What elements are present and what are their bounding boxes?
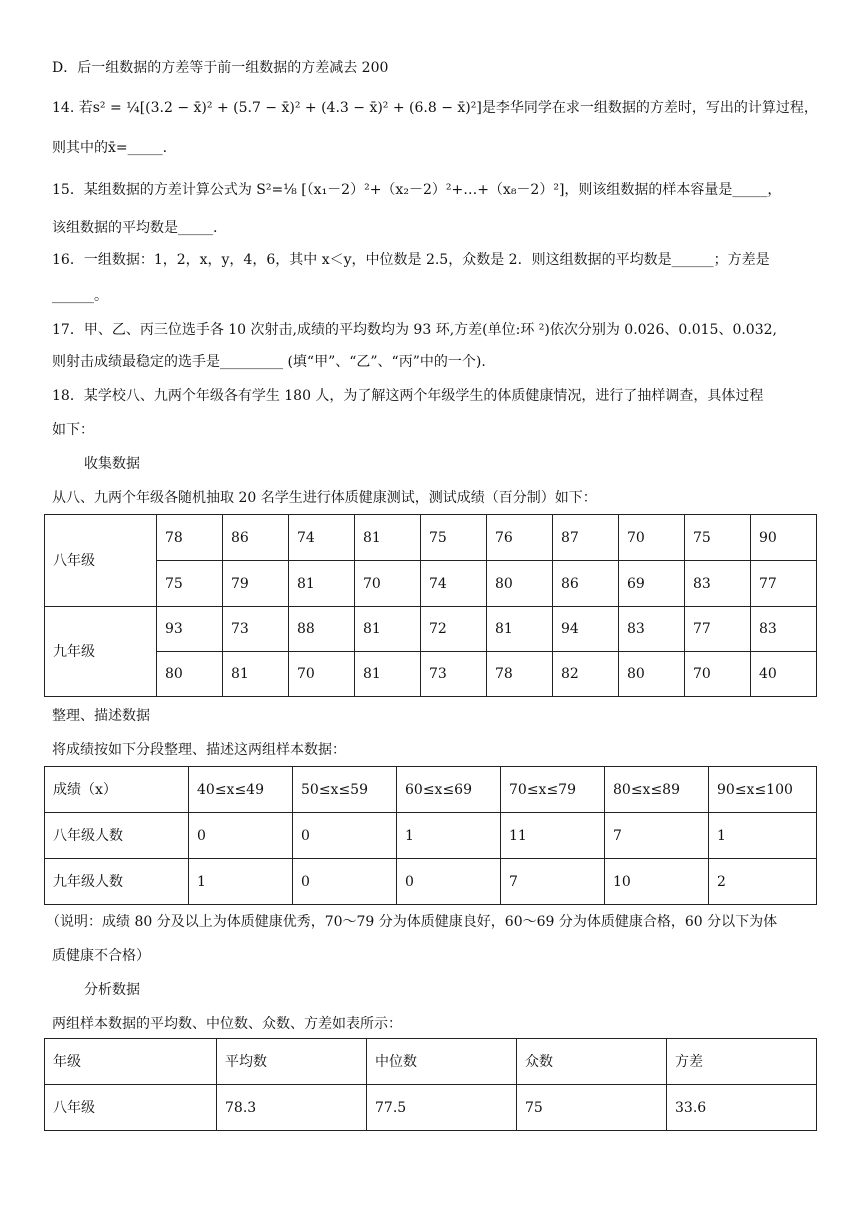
table-header-row — [45, 767, 817, 813]
header-cell: 成绩（x） — [45, 767, 189, 813]
count-cell: 0 — [189, 813, 293, 859]
count-cell: 7 — [501, 859, 605, 905]
analyze-description: 两组样本数据的平均数、中位数、众数、方差如表所示： — [52, 1016, 402, 1032]
scores-table — [44, 514, 817, 697]
score-cell: 86 — [223, 515, 289, 561]
score-cell: 81 — [355, 515, 421, 561]
score-cell: 87 — [553, 515, 619, 561]
count-cell: 1 — [189, 859, 293, 905]
score-cell: 81 — [355, 652, 421, 697]
table-row — [45, 813, 817, 859]
score-cell: 74 — [289, 515, 355, 561]
score-cell: 75 — [685, 515, 751, 561]
q18-line-1: 18．某学校八、九两个年级各有学生 180 人，为了解这两个年级学生的体质健康情况，进行了抽样调查，具体过程 — [52, 388, 764, 404]
header-cell: 方差 — [667, 1039, 817, 1085]
count-cell: 7 — [605, 813, 709, 859]
header-cell: 年级 — [45, 1039, 217, 1085]
score-cell: 81 — [487, 607, 553, 652]
score-cell: 73 — [223, 607, 289, 652]
q17-line-1: 17．甲、乙、丙三位选手各 10 次射击,成绩的平均数均为 93 环,方差(单位:环 ²)依次分别为 0.026、0.015、0.032, — [52, 322, 777, 338]
score-cell: 78 — [157, 515, 223, 561]
score-cell: 83 — [751, 607, 817, 652]
count-cell: 0 — [293, 813, 397, 859]
header-cell: 90≤x≤100 — [709, 767, 817, 813]
stat-cell: 77.5 — [367, 1085, 517, 1131]
score-cell: 81 — [223, 652, 289, 697]
score-cell: 83 — [619, 607, 685, 652]
score-cell: 76 — [487, 515, 553, 561]
frequency-table — [44, 766, 817, 905]
score-cell: 77 — [685, 607, 751, 652]
score-cell: 83 — [685, 561, 751, 607]
score-cell: 74 — [421, 561, 487, 607]
header-cell: 80≤x≤89 — [605, 767, 709, 813]
q18-line-2: 如下： — [52, 422, 94, 438]
score-cell: 73 — [421, 652, 487, 697]
grade9-label: 九年级 — [45, 607, 157, 697]
header-cell: 70≤x≤79 — [501, 767, 605, 813]
table-row — [45, 607, 817, 652]
count-cell: 10 — [605, 859, 709, 905]
header-cell: 60≤x≤69 — [397, 767, 501, 813]
statistics-table — [44, 1038, 817, 1131]
score-cell: 82 — [553, 652, 619, 697]
count-cell: 2 — [709, 859, 817, 905]
collect-description: 从八、九两个年级各随机抽取 20 名学生进行体质健康测试，测试成绩（百分制）如下： — [52, 490, 597, 506]
header-cell: 50≤x≤59 — [293, 767, 397, 813]
q14-line-2: 则其中的x̄=_____. — [52, 140, 168, 156]
count-cell: 1 — [397, 813, 501, 859]
count-cell: 11 — [501, 813, 605, 859]
score-cell: 81 — [289, 561, 355, 607]
score-cell: 78 — [487, 652, 553, 697]
score-cell: 81 — [355, 607, 421, 652]
score-cell: 75 — [157, 561, 223, 607]
q16-line-1: 16．一组数据：1，2，x，y，4，6，其中 x＜y，中位数是 2.5，众数是 2．则这组数据的平均数是______；方差是 — [52, 252, 770, 268]
table-row — [45, 1085, 817, 1131]
analyze-heading: 分析数据 — [84, 982, 140, 998]
table-row — [45, 515, 817, 561]
q17-line-2: 则射击成绩最稳定的选手是_________ (填“甲”、“乙”、“丙”中的一个). — [52, 354, 486, 370]
score-cell: 80 — [487, 561, 553, 607]
count-cell: 0 — [293, 859, 397, 905]
row-label: 九年级人数 — [45, 859, 189, 905]
score-cell: 40 — [751, 652, 817, 697]
score-cell: 94 — [553, 607, 619, 652]
q15-line-2: 该组数据的平均数是_____. — [52, 220, 218, 236]
score-cell: 86 — [553, 561, 619, 607]
stat-cell: 33.6 — [667, 1085, 817, 1131]
score-cell: 90 — [751, 515, 817, 561]
stat-cell: 75 — [517, 1085, 667, 1131]
table-row — [45, 859, 817, 905]
header-cell: 众数 — [517, 1039, 667, 1085]
score-cell: 75 — [421, 515, 487, 561]
count-cell: 1 — [709, 813, 817, 859]
table-row — [45, 561, 817, 607]
header-cell: 中位数 — [367, 1039, 517, 1085]
header-cell: 40≤x≤49 — [189, 767, 293, 813]
organize-description: 将成绩按如下分段整理、描述这两组样本数据： — [52, 742, 346, 758]
score-cell: 70 — [619, 515, 685, 561]
score-cell: 70 — [685, 652, 751, 697]
organize-heading: 整理、描述数据 — [52, 708, 150, 724]
note-line-1: （说明：成绩 80 分及以上为体质健康优秀，70～79 分为体质健康良好，60～69 分为体质健康合格，60 分以下为体 — [46, 914, 778, 930]
score-cell: 80 — [157, 652, 223, 697]
collect-heading: 收集数据 — [84, 456, 140, 472]
row-label: 八年级 — [45, 1085, 217, 1131]
note-line-2: 质健康不合格） — [52, 948, 150, 964]
score-cell: 70 — [355, 561, 421, 607]
table-row — [45, 652, 817, 697]
score-cell: 77 — [751, 561, 817, 607]
score-cell: 79 — [223, 561, 289, 607]
score-cell: 72 — [421, 607, 487, 652]
q16-line-2: ______。 — [52, 288, 108, 304]
score-cell: 70 — [289, 652, 355, 697]
header-cell: 平均数 — [217, 1039, 367, 1085]
stat-cell: 78.3 — [217, 1085, 367, 1131]
grade8-label: 八年级 — [45, 515, 157, 607]
row-label: 八年级人数 — [45, 813, 189, 859]
score-cell: 69 — [619, 561, 685, 607]
count-cell: 0 — [397, 859, 501, 905]
score-cell: 88 — [289, 607, 355, 652]
q13-option-d: D．后一组数据的方差等于前一组数据的方差减去 200 — [52, 60, 389, 76]
q15-line-1: 15．某组数据的方差计算公式为 S²=⅛ [（x₁－2）²+（x₂－2）²+…+（x₈－2）²]，则该组数据的样本容量是_____， — [52, 182, 782, 198]
score-cell: 80 — [619, 652, 685, 697]
table-header-row — [45, 1039, 817, 1085]
score-cell: 93 — [157, 607, 223, 652]
q14-line-1: 14. 若s² = ¼[(3.2 − x̄)² + (5.7 − x̄)² + (4.3 − x̄)² + (6.8 − x̄)²]是李华同学在求一组数据的方差时，写出的计算过程， — [52, 100, 818, 116]
